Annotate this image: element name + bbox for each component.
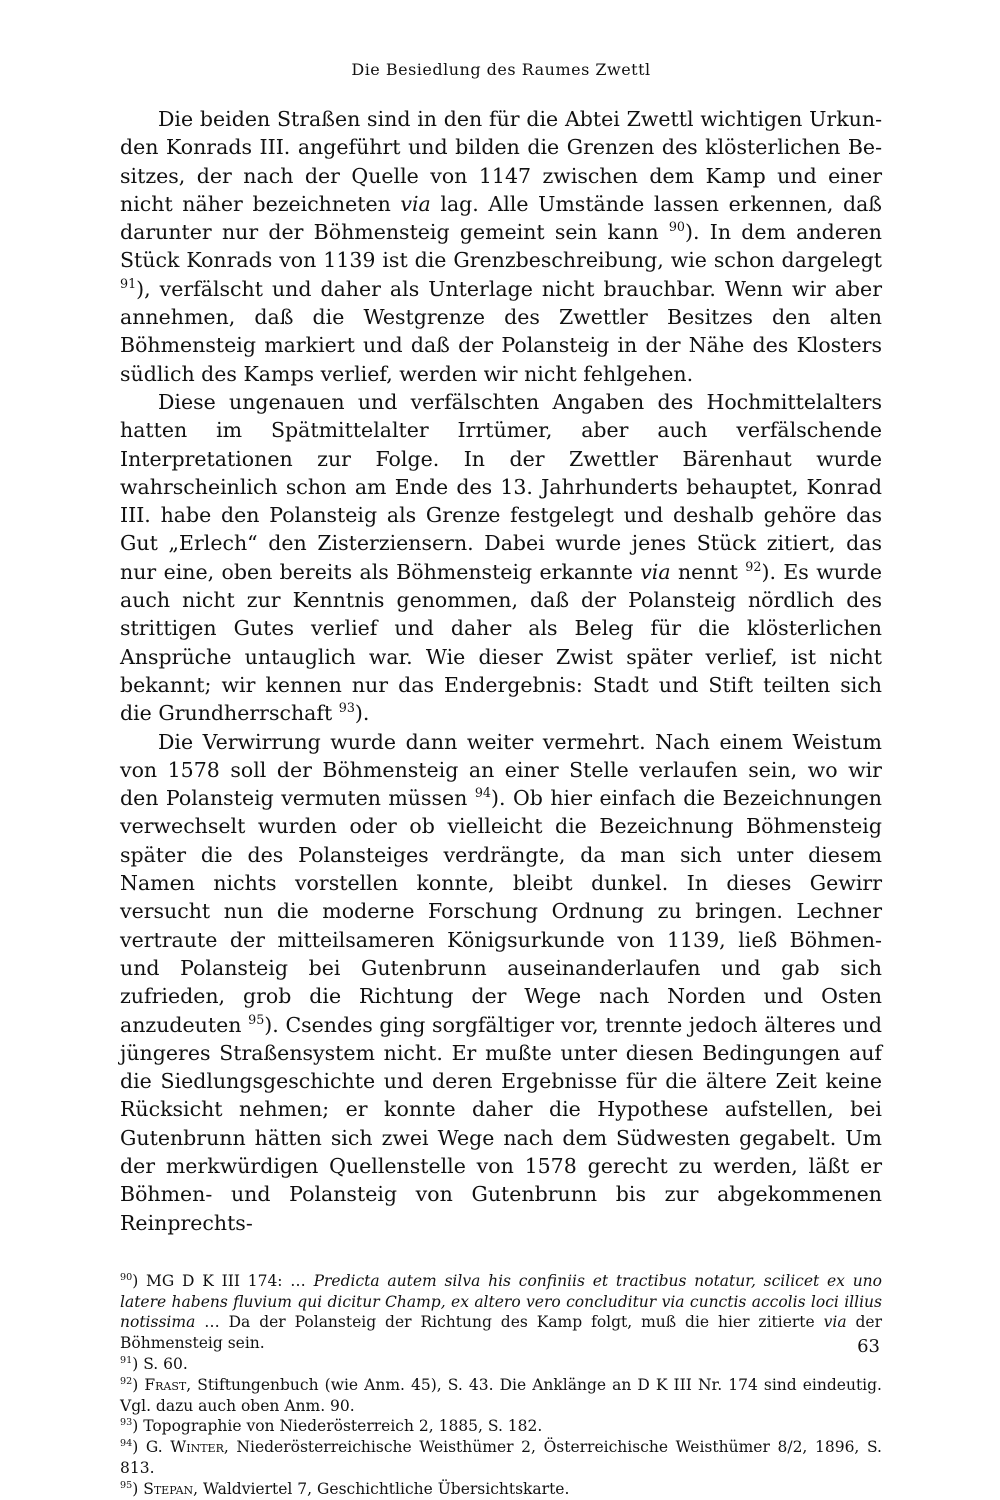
paragraph-text: lag. Alle Umstände lassen erkennen, daß darunter nur der Böhmensteig gemeint sein kann	[120, 191, 882, 245]
footnote-ref: 91	[120, 1354, 133, 1366]
footnote-ref: 90	[120, 1271, 133, 1283]
paragraph-text: ). Es wurde auch nicht zur Kenntnis genommen, daß der Polansteig nördlich des strittigen Gutes verlief und daher als Beleg für die klösterlichen Ansprüche untauglich war. Wie dieser Zwist später verlief, ist nicht bekannt; wir kennen nur das Endergebnis: Stadt und Stift teilten sich die Grundherrschaft	[120, 559, 883, 726]
italic-text: Predicta autem silva his confiniis et tractibus notatur, scilicet ex uno latere habens fluvium qui dicitur Champ, ex altero vero concluditur via cunctis accolis loci illius notissima	[120, 1271, 882, 1332]
footnote-ref: 94	[120, 1438, 133, 1450]
paragraph-text: ). Ob hier einfach die Bezeichnungen verwechselt wurden oder ob vielleicht die Bezeichnung Böhmensteig später die des Polansteiges verdrängte, da man sich unter diesem Namen nichts vorstellen konnte, bleibt dunkel. In dieses Gewirr versucht nun die moderne Forschung Ordnung zu bringen. Lechner vertraute der mitteilsameren Königsurkunde von 1139, ließ Böhmen- und Polansteig bei Gutenbrunn auseinanderlaufen und gab sich zufrieden, grob die Richtung der Wege nach Norden und Osten anzudeuten	[120, 786, 882, 1037]
footnote-text: … Da der Polansteig der Richtung des Kamp folgt, muß die hier zitierte	[195, 1313, 824, 1332]
footnote-ref: 93	[338, 700, 355, 716]
paragraph-text: ). Csendes ging sorgfältiger vor, trennte jedoch älteres und jüngeres Straßensystem nicht. Er mußte unter diesen Bedingungen auf die Siedlungsgeschichte und deren Ergebnisse für die ältere Zeit keine Rücksicht nehmen; er konnte daher die Hypothese aufstellen, bei Gutenbrunn hätten sich zwei Wege nach dem Südwesten gegabelt. Um der merkwürdigen Quellenstelle von 1578 gerecht zu werden, läßt er Böhmen- und Polansteig von Gutenbrunn bis zur abgekommenen Reinprechts-	[120, 1012, 882, 1235]
footnote-ref: 95	[120, 1479, 133, 1491]
footnote-text: ) G.	[132, 1438, 171, 1457]
footnote-text: , Waldviertel 7, Geschichtliche Übersichtskarte.	[193, 1479, 570, 1498]
footnote-ref: 93	[120, 1417, 133, 1429]
footnote-text: , Stiftungenbuch (wie Anm. 45), S. 43. Die Anklänge an D K III Nr. 174 sind eindeutig. Vgl. dazu auch oben Anm. 90.	[120, 1375, 882, 1415]
page	[120, 60, 882, 1500]
italic-text: via	[400, 191, 431, 216]
paragraph-text: ).	[354, 701, 370, 726]
running-head: Die Besiedlung des Raumes Zwettl	[351, 60, 651, 79]
footnote-text: der Böhmensteig sein.	[120, 1313, 883, 1353]
paragraph	[120, 388, 882, 728]
footnote	[120, 1416, 882, 1437]
footnote-ref: 90	[668, 219, 685, 235]
footnote-text: ) Topographie von Niederösterreich 2, 1885, S. 182.	[132, 1417, 543, 1436]
paragraph-text: Die Verwirrung wurde dann weiter vermehrt. Nach einem Weistum von 1578 soll der Böhmensteig an einer Stelle verlaufen sein, wo wir den Polansteig vermuten müssen	[120, 729, 882, 811]
footnote	[120, 1479, 882, 1500]
footnote-ref: 92	[745, 558, 762, 574]
paragraph	[120, 105, 882, 388]
footnote	[120, 1437, 882, 1479]
footnote-text: ) S. 60.	[132, 1355, 188, 1374]
footnotes	[120, 1271, 882, 1500]
footnote	[120, 1375, 882, 1417]
author-name: Stepan	[143, 1479, 194, 1498]
footnote-ref: 92	[120, 1375, 133, 1387]
footnote-text: )	[132, 1479, 144, 1498]
author-name: Frast	[144, 1375, 187, 1394]
footnote-ref: 94	[474, 785, 492, 801]
paragraph-text: Die beiden Straßen sind in den für die Abtei Zwettl wichtigen Urkunden Konrads III. angeführt und bilden die Grenzen des klösterlichen Besitzes, der nach der Quelle von 1147 zwischen dem Kamp und einer nicht näher bezeichneten	[120, 107, 882, 216]
page-number: 63	[857, 1336, 880, 1357]
paragraph-text: Diese ungenauen und verfälschten Angaben des Hochmittelalters hatten im Spätmittelalter Irrtümer, aber auch verfälschende Interpretationen zur Folge. In der Zwettler Bärenhaut wurde wahrscheinlich schon am Ende des 13. Jahrhunderts behauptet, Konrad III. habe den Polansteig als Grenze festgelegt und deshalb gehöre das Gut „Erlech“ den Zisterziensern. Dabei wurde jenes Stück zitiert, das nur eine, oben bereits als Böhmensteig erkannte	[120, 389, 882, 584]
paragraph-text: nennt	[670, 559, 746, 584]
footnote-text: ) MG D K III 174: …	[132, 1271, 314, 1290]
footnote-text: )	[132, 1375, 145, 1394]
paragraph-text: ), verfälscht und daher als Unterlage nicht brauchbar. Wenn wir aber annehmen, daß die Westgrenze des Zwettler Besitzes den alten Böhmensteig markiert und daß der Polansteig in der Nähe des Klosters südlich des Kamps verlief, werden wir nicht fehlgehen.	[120, 276, 882, 386]
paragraph	[120, 728, 882, 1237]
footnote	[120, 1354, 882, 1375]
footnote-ref: 95	[248, 1011, 265, 1027]
italic-text: via	[823, 1313, 847, 1332]
footnote-text: , Niederösterreichische Weisthümer 2, Österreichische Weisthümer 8/2, 1896, S. 813.	[120, 1438, 882, 1478]
italic-text: via	[640, 559, 671, 584]
author-name: Winter	[170, 1438, 224, 1457]
footnote-ref: 91	[120, 275, 137, 291]
footnote	[120, 1271, 882, 1354]
paragraph-text: ). In dem anderen Stück Konrads von 1139 ist die Grenzbeschreibung, wie schon dargelegt	[120, 220, 882, 273]
body-text	[120, 105, 882, 1237]
